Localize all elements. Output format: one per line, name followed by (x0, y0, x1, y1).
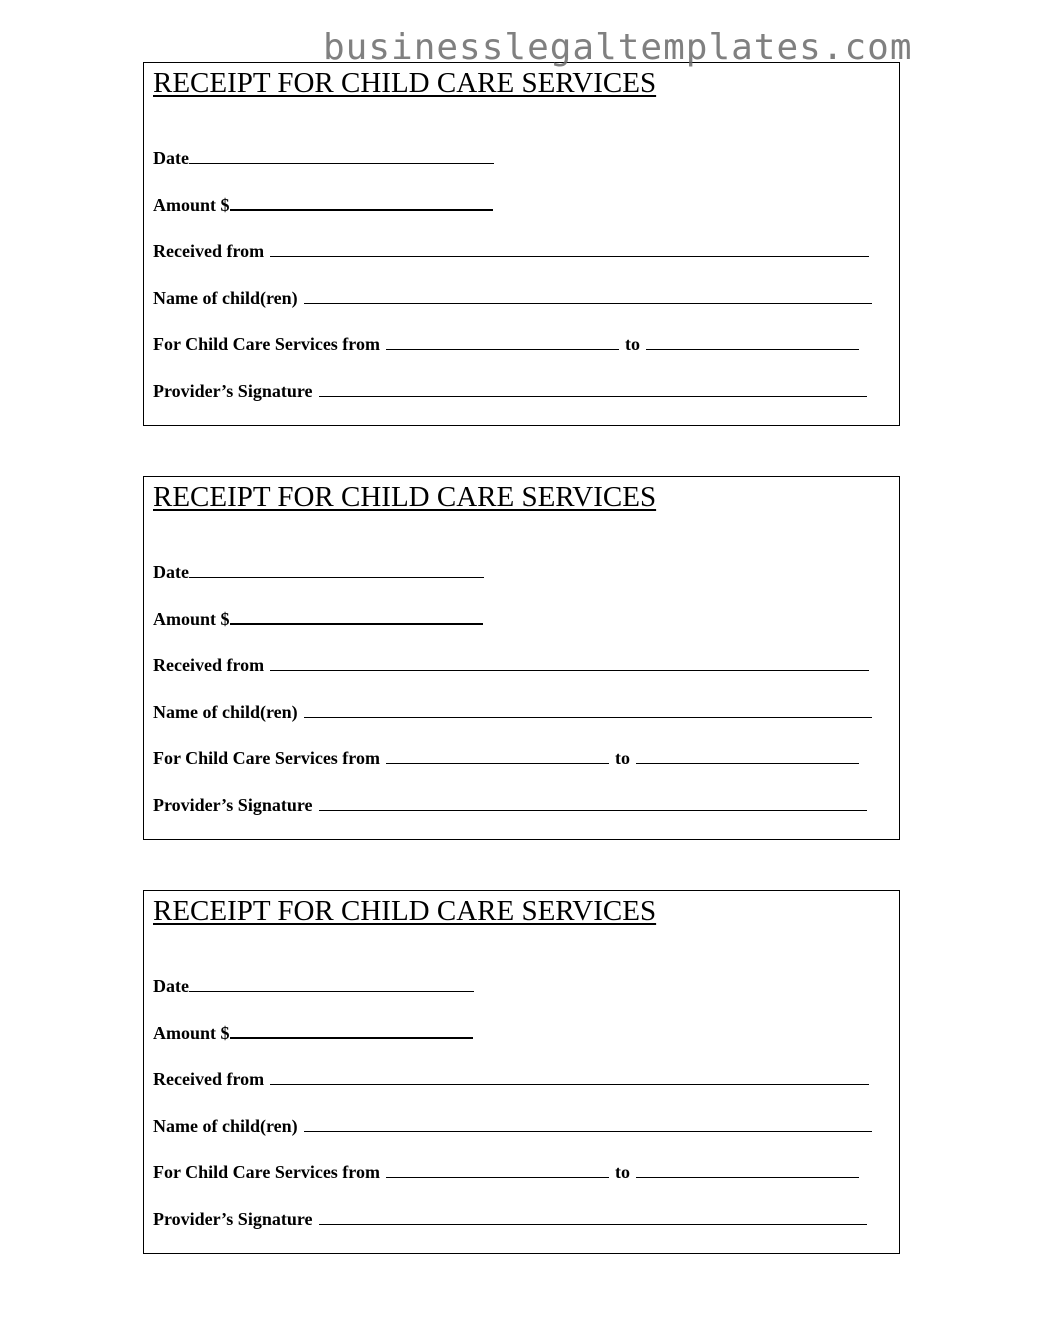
amount-label: Amount $ (153, 1023, 230, 1043)
received-from-field (153, 654, 869, 676)
services-period-field (153, 1161, 859, 1183)
children-label: Name of child(ren) (153, 1116, 298, 1136)
signature-input-line[interactable] (319, 382, 867, 397)
received-from-input-line[interactable] (270, 656, 869, 671)
received-from-label: Received from (153, 241, 265, 261)
children-field (153, 701, 872, 723)
receipt-form-3 (143, 890, 900, 1254)
received-from-field (153, 240, 869, 262)
received-from-input-line[interactable] (270, 242, 869, 257)
services-period-field (153, 747, 859, 769)
date-input-line[interactable] (189, 563, 484, 578)
receipt-form-2 (143, 476, 900, 840)
date-field (153, 147, 494, 169)
services-to-input-line[interactable] (636, 1163, 859, 1178)
amount-label: Amount $ (153, 609, 230, 629)
date-field (153, 561, 484, 583)
amount-input-line[interactable] (230, 195, 493, 211)
services-from-input-line[interactable] (386, 335, 619, 350)
received-from-input-line[interactable] (270, 1070, 869, 1085)
date-label: Date (153, 976, 189, 996)
children-label: Name of child(ren) (153, 288, 298, 308)
signature-input-line[interactable] (319, 796, 867, 811)
signature-field (153, 380, 867, 402)
amount-input-line[interactable] (230, 1023, 473, 1039)
services-to-input-line[interactable] (646, 335, 859, 350)
signature-input-line[interactable] (319, 1210, 867, 1225)
amount-input-line[interactable] (230, 609, 483, 625)
to-label: to (614, 1162, 630, 1182)
amount-label: Amount $ (153, 195, 230, 215)
received-from-field (153, 1068, 869, 1090)
date-label: Date (153, 562, 189, 582)
children-input-line[interactable] (304, 1117, 872, 1132)
receipt-title: RECEIPT FOR CHILD CARE SERVICES (153, 67, 657, 99)
amount-field (153, 194, 493, 216)
to-label: to (624, 334, 640, 354)
date-input-line[interactable] (189, 149, 494, 164)
services-to-input-line[interactable] (636, 749, 859, 764)
received-from-label: Received from (153, 655, 265, 675)
to-label: to (614, 748, 630, 768)
signature-label: Provider’s Signature (153, 1209, 313, 1229)
receipt-title: RECEIPT FOR CHILD CARE SERVICES (153, 481, 657, 513)
date-input-line[interactable] (189, 977, 474, 992)
signature-label: Provider’s Signature (153, 381, 313, 401)
children-input-line[interactable] (304, 703, 872, 718)
received-from-label: Received from (153, 1069, 265, 1089)
watermark-text: businesslegaltemplates.com (323, 27, 913, 68)
children-field (153, 287, 872, 309)
date-label: Date (153, 148, 189, 168)
receipt-form-1 (143, 62, 900, 426)
receipt-title: RECEIPT FOR CHILD CARE SERVICES (153, 895, 657, 927)
date-field (153, 975, 474, 997)
services-period-field (153, 333, 859, 355)
signature-field (153, 794, 867, 816)
signature-label: Provider’s Signature (153, 795, 313, 815)
services-from-label: For Child Care Services from (153, 334, 380, 354)
children-input-line[interactable] (304, 289, 872, 304)
services-from-input-line[interactable] (386, 1163, 609, 1178)
signature-field (153, 1208, 867, 1230)
amount-field (153, 1022, 473, 1044)
services-from-label: For Child Care Services from (153, 748, 380, 768)
children-field (153, 1115, 872, 1137)
children-label: Name of child(ren) (153, 702, 298, 722)
services-from-label: For Child Care Services from (153, 1162, 380, 1182)
amount-field (153, 608, 483, 630)
services-from-input-line[interactable] (386, 749, 609, 764)
